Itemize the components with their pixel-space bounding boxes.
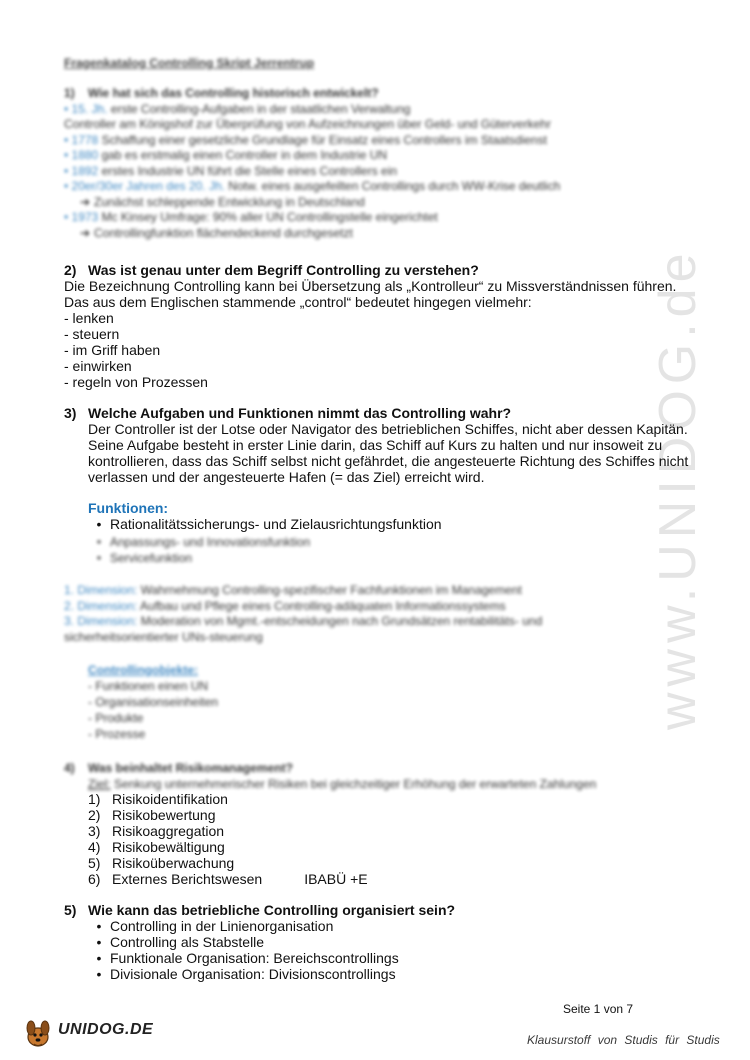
risk-steps-list — [64, 791, 704, 887]
site-logo[interactable] — [22, 1017, 152, 1051]
acronym: IBABÜ +E — [304, 871, 368, 887]
list-item: - im Griff haben — [64, 342, 161, 358]
objects-section: Controllingobjekte: - Funktionen einen UN - Organisationseinheiten - Produkte - Prozesse — [88, 663, 219, 741]
dimensions-section: 1. Dimension: Wahrnehmung Controlling-spezifischer Fachfunktionen im Management 2. Dimension: Aufbau und Pflege eines Controlling-adäquaten Informationssystems 3. Dimension: Moderation von Mgmt.-entscheidungen nach Grundsätzen rentabilitäts- und sicherheitsorientierter UNs-steuerung — [64, 583, 543, 644]
list-item: • Funktionale Organisation: Bereichscontrollings — [96, 950, 399, 966]
question-3-heading: 3) Welche Aufgaben und Funktionen nimmt das Controlling wahr? — [64, 405, 512, 421]
functions-heading: Funktionen: — [88, 500, 169, 516]
document-title: Fragenkatalog Controlling Skript Jerrentrup — [64, 56, 315, 70]
list-item: 6) Externes Berichtswesen IBABÜ +E — [88, 871, 368, 887]
dog-mascot-icon — [22, 1017, 56, 1054]
list-item: - steuern — [64, 326, 120, 342]
text-line: Das aus dem Englischen stammende „control“ bedeutet hingegen vielmehr: — [64, 294, 532, 310]
list-item: - einwirken — [64, 358, 132, 374]
question-1-heading: 1) Wie hat sich das Controlling historisch entwickelt? — [64, 86, 379, 100]
question-5-section — [64, 902, 704, 982]
question-5-heading: 5) Wie kann das betriebliche Controlling organisiert sein? — [64, 902, 456, 918]
text-line: verlassen und der angesteuerte Hafen (= das Ziel) erreicht wird. — [88, 469, 485, 485]
list-item: • Controlling als Stabstelle — [96, 934, 265, 950]
list-item: - regeln von Prozessen — [64, 374, 208, 390]
text-line: Seine Aufgabe besteht in erster Linie darin, das Schiff auf Kurs zu halten und nur insoweit zu — [88, 437, 663, 453]
arrow-right-icon: ➔ — [80, 225, 91, 240]
list-item: • Controlling in der Linienorganisation — [96, 918, 334, 934]
logo-text: UNIDOG.DE — [58, 1021, 154, 1038]
list-item: • Rationalitätssicherungs- und Zielausrichtungsfunktion — [96, 516, 442, 532]
question-3-section — [64, 405, 704, 485]
page-number: Seite 1 von 7 — [563, 1002, 634, 1016]
list-item: 1) Risikoidentifikation — [88, 791, 228, 807]
arrow-right-icon: ➔ — [80, 194, 91, 209]
footer-tagline: Klausurstoff von Studis für Studis — [527, 1033, 720, 1047]
text-line: kontrollieren, dass das Schiff selbst nicht gefährdet, die angesteuerte Richtung des Schiffes nicht — [88, 453, 689, 469]
list-item: - lenken — [64, 310, 114, 326]
list-item: 3) Risikoaggregation — [88, 823, 225, 839]
question-2-heading: 2) Was ist genau unter dem Begriff Controlling zu verstehen? — [64, 262, 479, 278]
question-2-section — [64, 262, 704, 390]
text-line: Die Bezeichnung Controlling kann bei Übersetzung als „Kontrolleur“ zu Missverständnissen führen. — [64, 278, 677, 294]
question-1-section: 1) Wie hat sich das Controlling historisch entwickelt? • 15. Jh. erste Controlling-Aufgaben in der staatlichen Verwaltung Controller am Königshof zur Überprüfung von Aufzeichnungen über Geld- und Güterverkehr • 1778 Schaffung einer gesetzliche Grundlage für Einsatz eines Controllers im Staatsdienst • 1880 gab es erstmalig einen Controller in dem Industrie UN • 1892 erstes Industrie UN führt die Stelle eines Controllers ein • 20er/30er Jahren des 20. Jh. Notw. eines ausgefeilten Controllings durch WW-Krise deutlich ➔ Zunächst schleppende Entwicklung in Deutschland • 1973 Mc Kinsey Umfrage: 90% aller UN Controllingstelle eingerichtet ➔ Controllingfunktion flächendeckend durchgesetzt — [64, 86, 704, 241]
functions-section — [64, 500, 704, 532]
list-item: • Divisionale Organisation: Divisionscontrollings — [96, 966, 396, 982]
watermark: www.UNIDOG.de — [649, 247, 707, 730]
list-item: 2) Risikobewertung — [88, 807, 216, 823]
list-item: 5) Risikoüberwachung — [88, 855, 235, 871]
functions-hidden: • Anpassungs- und Innovationsfunktion • Servicefunktion — [96, 535, 311, 565]
question-4-heading-block: 4) Was beinhaltet Risikomanagement? Ziel: Senkung unternehmerischer Risiken bei gleichzeitiger Erhöhung der erwarteten Zahlungen — [64, 761, 597, 791]
text-line: Der Controller ist der Lotse oder Navigator des betrieblichen Schiffes, nicht aber dessen Kapitän. — [88, 421, 688, 437]
list-item: 4) Risikobewältigung — [88, 839, 225, 855]
